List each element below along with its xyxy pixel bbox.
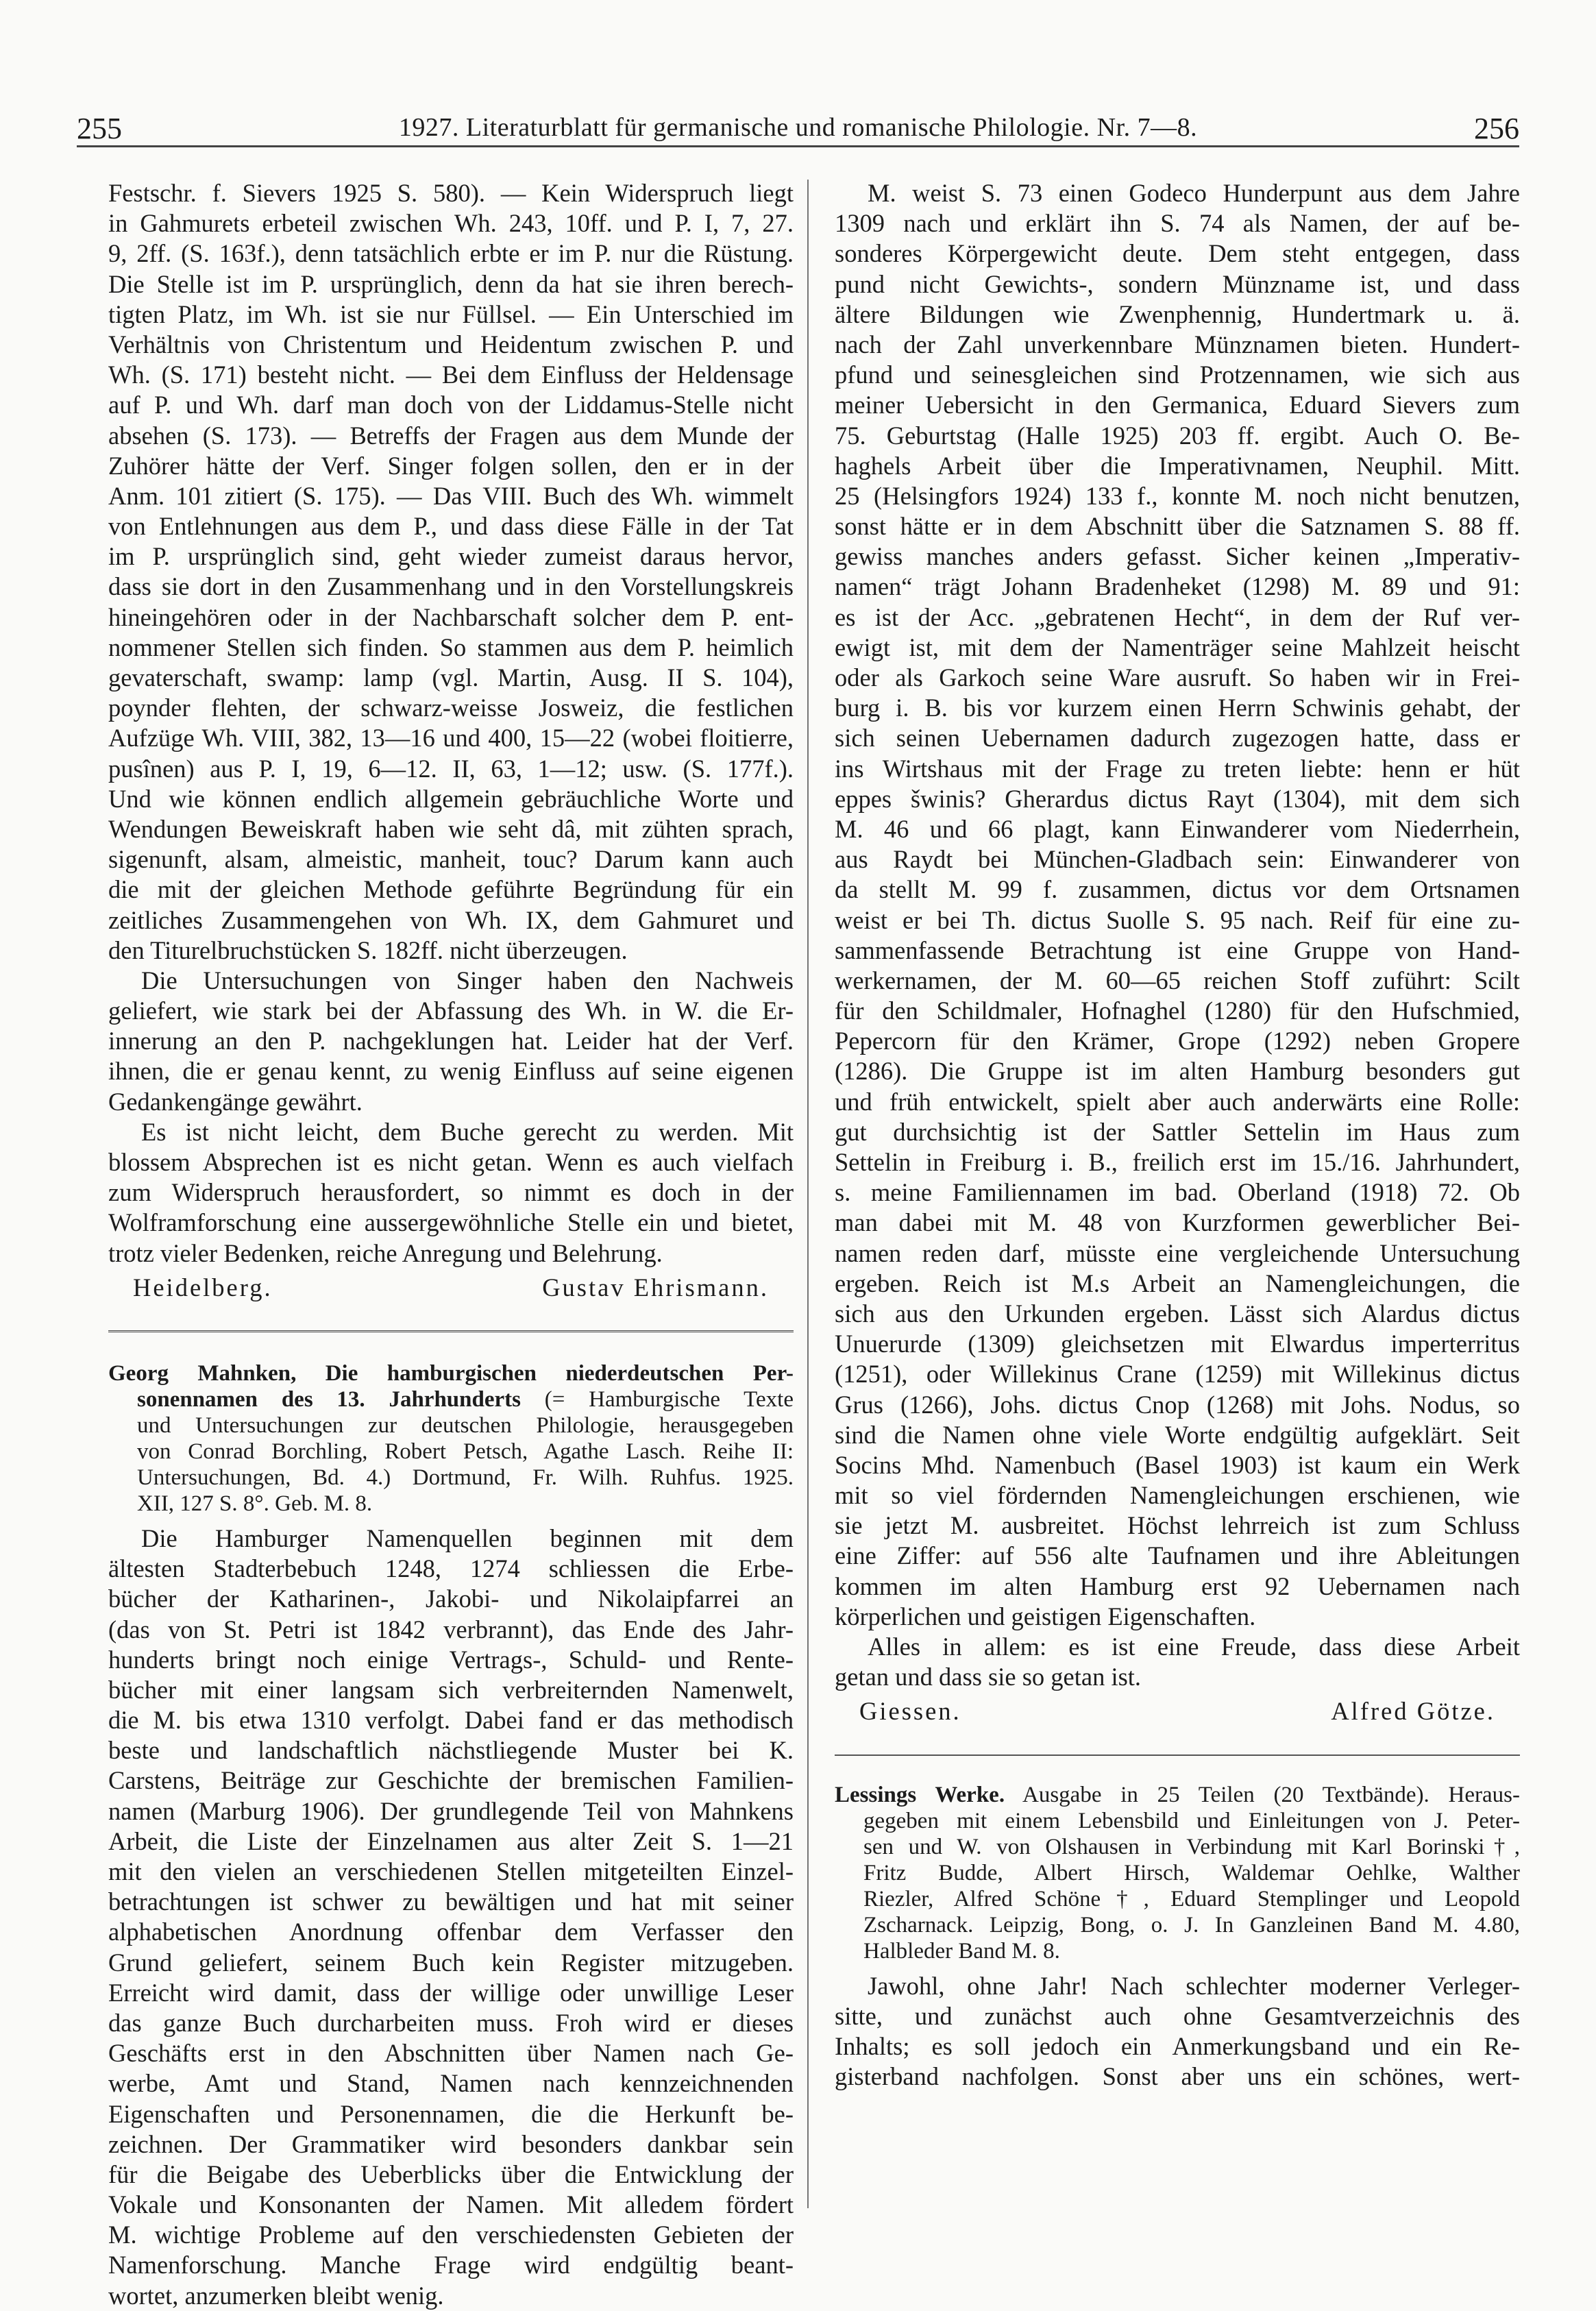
text-line: das ganze Buch durcharbeiten muss. Froh wird er dieses: [108, 2008, 794, 2037]
text-line: weist er bei Th. dictus Suolle S. 95 nach. Reif für eine zu-: [835, 905, 1520, 934]
text-line: oder als Garkoch seine Ware ausruft. So haben wir in Frei-: [835, 663, 1520, 692]
text-line: zum Widerspruch herausfordert, so nimmt es doch in der: [108, 1178, 794, 1207]
text-line: blossem Absprechen ist es nicht getan. Wenn es auch vielfach: [108, 1148, 794, 1176]
text-line: für den Schildmaler, Hofnaghel (1280) für den Hufschmied,: [835, 996, 1520, 1025]
text-line: Unuerurde (1309) gleichsetzen mit Elwardus imperterritus: [835, 1330, 1520, 1358]
text-line: gegeben mit einem Lebensbild und Einleitungen von J. Peter-: [863, 1808, 1520, 1833]
text-line: es ist der Acc. „gebratenen Hecht“, in dem der Ruf ver-: [835, 602, 1520, 631]
text-line: ins Wirtshaus mit der Frage zu treten liebte: henn er hüt: [835, 754, 1520, 783]
heading-bold-title: Georg Mahnken, Die hamburgischen niederdeutschen Per-: [108, 1360, 794, 1386]
text-line: bücher der Katharinen-, Jakobi- und Nikolaipfarrei an: [108, 1585, 794, 1613]
review-lessings-body: [835, 1971, 1520, 2092]
text-line: Vokale und Konsonanten der Namen. Mit alledem fördert: [108, 2190, 794, 2219]
text-line: Wh. (S. 171) besteht nicht. — Bei dem Einfluss der Heldensage: [108, 360, 794, 389]
text-line: eppes šwinis? Gherardus dictus Rayt (1304), mit dem sich: [835, 784, 1520, 813]
text-line: nach der Zahl unverkennbare Münznamen bieten. Hundert-: [835, 330, 1520, 358]
text-line: [108, 1360, 794, 1386]
journal-title: 1927. Literaturblatt für germanische und romanische Philologie. Nr. 7—8.: [398, 113, 1198, 142]
text-line: da stellt M. 99 f. zusammen, dictus vor dem Ortsnamen: [835, 875, 1520, 904]
text-line: ältere Bildungen wie Zwenphennig, Hundertmark u. ä.: [835, 299, 1520, 328]
text-line: Untersuchungen, Bd. 4.) Dortmund, Fr. Wilh. Ruhfus. 1925.: [137, 1465, 794, 1490]
running-header: [0, 103, 1596, 151]
text-line: s. meine Familiennamen im bad. Oberland (1918) 72. Ob: [835, 1178, 1520, 1207]
text-line: zeichnen. Der Grammatiker wird besonders dankbar sein: [108, 2129, 794, 2158]
spacer: [835, 1964, 1520, 1971]
text-line: ihnen, die er genau kennt, zu wenig Einfluss auf seine eigenen: [108, 1057, 794, 1086]
text-line: Verhältnis von Christentum und Heidentum zwischen P. und: [108, 330, 794, 358]
review-ehrismann-body: [108, 178, 794, 1269]
text-line: in Gahmurets erbeteil zwischen Wh. 243, 10ff. und P. I, 7, 27.: [108, 209, 794, 238]
signature-line: [835, 1696, 1520, 1726]
text-line: hunderts bringt noch einige Vertrags-, Schuld- und Rente-: [108, 1645, 794, 1674]
text-line: Zscharnack. Leipzig, Bong, o. J. In Ganzleinen Band M. 4.80,: [863, 1912, 1520, 1937]
text-line: Wendungen Beweiskraft haben wie seht dâ, mit zühten sprach,: [108, 814, 794, 843]
text-line: (das von St. Petri ist 1842 verbrannt), das Ende des Jahr-: [108, 1615, 794, 1643]
text-line: absehen (S. 173). — Betreffs der Fragen aus dem Munde der: [108, 421, 794, 450]
text-line: werkernamen, der M. 60—65 reichen Stoff zuführt: Scilt: [835, 966, 1520, 994]
text-line: (1286). Die Gruppe ist im alten Hamburg besonders gut: [835, 1057, 1520, 1086]
review-mahnken-continued: [835, 178, 1520, 1692]
text-line: Lessings Werke. Ausgabe in 25 Teilen (20 Textbände). Heraus-: [835, 1782, 1520, 1807]
text-line: beste und landschaftlich nächstliegende Muster bei K.: [108, 1736, 794, 1765]
text-line: Die Untersuchungen von Singer haben den Nachweis: [141, 966, 794, 994]
text-line: aus Raydt bei München-Gladbach sein: Einwanderer von: [835, 845, 1520, 874]
text-line: Namenforschung. Manche Frage wird endgültig beant-: [108, 2251, 794, 2279]
text-line: ergeben. Reich ist M.s Arbeit an Namengleichungen, die: [835, 1269, 1520, 1297]
text-line: Aufzüge Wh. VIII, 382, 13—16 und 400, 15—22 (wobei floitierre,: [108, 724, 794, 753]
text-line: Anm. 101 zitiert (S. 175). — Das VIII. Buch des Wh. wimmelt: [108, 481, 794, 510]
text-line: pusînen) aus P. I, 19, 6—12. II, 63, 1—12; usw. (S. 177f.).: [108, 754, 794, 783]
text-line: im P. ursprünglich sind, geht wieder zumeist daraus hervor,: [108, 542, 794, 571]
page-number-right: 256: [1474, 112, 1519, 145]
text-line: Jawohl, ohne Jahr! Nach schlechter moderner Verleger-: [868, 1971, 1520, 2000]
text-line: Settelin in Freiburg i. B., freilich erst im 15./16. Jahrhundert,: [835, 1148, 1520, 1176]
text-line: namen (Marburg 1906). Der grundlegende Teil von Mahnkens: [108, 1796, 794, 1825]
text-line: von Entlehnungen aus dem P., und dass diese Fälle in der Tat: [108, 512, 794, 541]
text-line: meiner Uebersicht in den Germanica, Eduard Sievers zum: [835, 391, 1520, 419]
text-line: tigten Platz, im Wh. ist sie nur Füllsel. — Ein Unterschied im: [108, 299, 794, 328]
left-column: [108, 178, 794, 2311]
text-line: körperlichen und geistigen Eigenschaften.: [835, 1602, 1256, 1630]
text-line: kommen im alten Hamburg erst 92 Uebernamen nach: [835, 1572, 1520, 1600]
signature-place: Heidelberg.: [133, 1273, 273, 1301]
text-line: die M. bis etwa 1310 verfolgt. Dabei fand er das methodisch: [108, 1706, 794, 1735]
text-line: Die Stelle ist im P. ursprünglich, denn da hat sie ihren berech-: [108, 269, 794, 298]
review-mahnken-heading: [108, 1360, 794, 1517]
text-line: Gedankengänge gewährt.: [108, 1087, 363, 1116]
text-line: mit so viel fördernden Namengleichungen erschienen, wie: [835, 1481, 1520, 1510]
heading-bold-title: sonennamen des 13. Jahrhunderts: [137, 1386, 521, 1412]
text-line: haghels Arbeit über die Imperativnamen, Neuphil. Mitt.: [835, 451, 1520, 480]
text-line: Zuhörer hätte der Verf. Singer folgen sollen, den er in der: [108, 451, 794, 480]
text-line: innerung an den P. nachgeklungen hat. Leider hat der Verf.: [108, 1027, 794, 1055]
text-line: sammenfassende Betrachtung ist eine Gruppe von Hand-: [835, 936, 1520, 964]
text-line: nommener Stellen sich finden. So stammen aus dem P. heimlich: [108, 633, 794, 661]
review-mahnken-body: [108, 1524, 794, 2311]
text-line: sich seinen Uebernamen dadurch zugezogen hatte, dass er: [835, 724, 1520, 753]
text-line: gewiss manches anders gefasst. Sicher keinen „Imperativ-: [835, 542, 1520, 571]
text-line: Und wie können endlich allgemein gebräuchliche Worte und: [108, 784, 794, 813]
text-line: pfund und seinesgleichen sind Protzennamen, wie sich aus: [835, 360, 1520, 389]
text-line: sen und W. von Olshausen in Verbindung mit Karl Borinski†,: [863, 1834, 1520, 1859]
text-line: Inhalts; es soll jedoch ein Anmerkungsband und ein Re-: [835, 2031, 1520, 2060]
text-line: Grund geliefert, seinem Buch kein Register mitzugeben.: [108, 1948, 794, 1977]
text-line: zeitliches Zusammengehen von Wh. IX, dem Gahmuret und: [108, 905, 794, 934]
text-line: sonderes Körpergewicht deute. Dem steht entgegen, dass: [835, 239, 1520, 268]
page-number-left: 255: [77, 112, 122, 145]
text-line: ältesten Stadterbebuch 1248, 1274 schliessen die Erbe-: [108, 1554, 794, 1583]
spacer: [108, 1517, 794, 1524]
text-line: 1309 nach und erklärt ihn S. 74 als Namen, der auf be-: [835, 209, 1520, 238]
text-line: und Untersuchungen zur deutschen Philologie, herausgegeben: [137, 1413, 794, 1438]
review-lessings-heading: [835, 1782, 1520, 1964]
text-line: sind die Namen ohne viele Worte endgültig aufgeklärt. Seit: [835, 1420, 1520, 1449]
text-line: sie jetzt M. ausbreitet. Höchst lehrreich ist zum Schluss: [835, 1511, 1520, 1540]
section-rule: [108, 1330, 794, 1334]
text-line: pund nicht Gewichts-, sondern Münzname ist, und dass: [835, 269, 1520, 298]
signature-place: Giessen.: [859, 1697, 961, 1726]
text-line: Es ist nicht leicht, dem Buche gerecht zu werden. Mit: [141, 1117, 794, 1146]
text-line: sitte, und zunächst auch ohne Gesamtverzeichnis des: [835, 2001, 1520, 2030]
text-line: (1251), oder Willekinus Crane (1259) mit Willekinus dictus: [835, 1360, 1520, 1389]
text-line: Socins Mhd. Namenbuch (Basel 1903) ist kaum ein Werk: [835, 1450, 1520, 1479]
text-line: den Titurelbruchstücken S. 182ff. nicht überzeugen.: [108, 936, 628, 964]
text-line: eine Ziffer: auf 556 alte Taufnamen und ihre Ableitungen: [835, 1541, 1520, 1570]
text-line: dass sie dort in den Zusammenhang und in den Vorstellungskreis: [108, 572, 794, 601]
signature-author: Gustav Ehrismann.: [542, 1273, 769, 1301]
text-line: sonennamen des 13. Jahrhunderts (= Hamburgische Texte: [137, 1386, 794, 1412]
text-line: werbe, Amt und Stand, Namen nach kennzeichnenden: [108, 2069, 794, 2098]
text-line: namen“ trägt Johann Bradenheket (1298) M. 89 und 91:: [835, 572, 1520, 601]
text-line: alphabetischen Anordnung offenbar dem Verfasser den: [108, 1918, 794, 1946]
text-line: burg i. B. bis vor kurzem einen Herrn Schwinis gehabt, der: [835, 694, 1520, 722]
text-line: für die Beigabe des Ueberblicks über die Entwicklung der: [108, 2160, 794, 2188]
text-line: XII, 127 S. 8°. Geb. M. 8.: [137, 1491, 373, 1516]
text-line: gevaterschaft, swamp: lamp (vgl. Martin, Ausg. II S. 104),: [108, 663, 794, 692]
right-column: [835, 178, 1520, 2092]
signature-author: Alfred Götze.: [1331, 1697, 1495, 1726]
signature-line: [108, 1273, 794, 1303]
text-line: 9, 2ff. (S. 163f.), denn tatsächlich erbte er im P. nur die Rüstung.: [108, 239, 794, 268]
section-rule: [835, 1754, 1520, 1756]
text-line: poynder flehten, der schwarz-weisse Josweiz, die festlichen: [108, 694, 794, 722]
text-line: hineingehören oder in der Nachbarschaft solcher dem P. ent-: [108, 602, 794, 631]
text-line: namen reden darf, müsste eine vergleichende Untersuchung: [835, 1238, 1520, 1267]
text-line: Riezler, Alfred Schöne†, Eduard Stemplinger und Leopold: [863, 1886, 1520, 1911]
text-line: gisterband nachfolgen. Sonst aber uns ein schönes, wert-: [835, 2062, 1520, 2091]
text-line: Wolframforschung eine aussergewöhnliche Stelle ein und bietet,: [108, 1208, 794, 1237]
text-line: trotz vieler Bedenken, reiche Anregung und Belehrung.: [108, 1238, 663, 1267]
text-line: bücher mit einer langsam sich verbreiternden Namenwelt,: [108, 1675, 794, 1704]
text-line: ewigt ist, mit dem der Namenträger seine Mahlzeit heischt: [835, 633, 1520, 661]
text-line: auf P. und Wh. darf man doch von der Liddamus-Stelle nicht: [108, 391, 794, 419]
text-line: sich aus den Urkunden ergeben. Lässt sich Alardus dictus: [835, 1299, 1520, 1328]
text-line: von Conrad Borchling, Robert Petsch, Agathe Lasch. Reihe II:: [137, 1439, 794, 1464]
heading-bold-title: Lessings Werke.: [835, 1782, 1005, 1807]
text-line: und früh entwickelt, spielt aber auch anderwärts eine Rolle:: [835, 1087, 1520, 1116]
text-line: man dabei mit M. 48 von Kurzformen gewerblicher Bei-: [835, 1208, 1520, 1237]
text-line: sonst hätte er in dem Abschnitt über die Satznamen S. 88 ff.: [835, 512, 1520, 541]
text-line: mit den vielen an verschiedenen Stellen mitgeteilten Einzel-: [108, 1857, 794, 1885]
text-line: Alles in allem: es ist eine Freude, dass diese Arbeit: [868, 1633, 1520, 1661]
text-line: gut durchsichtig ist der Sattler Settelin im Haus zum: [835, 1117, 1520, 1146]
text-line: geliefert, wie stark bei der Abfassung des Wh. in W. die Er-: [108, 996, 794, 1025]
text-line: Arbeit, die Liste der Einzelnamen aus alter Zeit S. 1—21: [108, 1826, 794, 1855]
text-line: Erreicht wird damit, dass der willige oder unwillige Leser: [108, 1978, 794, 2007]
text-line: Geschäfts erst in den Abschnitten über Namen nach Ge-: [108, 2039, 794, 2068]
text-line: Halbleder Band M. 8.: [863, 1938, 1060, 1964]
text-line: wortet, anzumerken bleibt wenig.: [108, 2281, 444, 2310]
column-divider: [807, 180, 809, 2208]
text-line: Grus (1266), Johs. dictus Cnop (1268) mit Johs. Nodus, so: [835, 1390, 1520, 1419]
header-rule: [77, 145, 1519, 147]
text-line: M. weist S. 73 einen Godeco Hunderpunt aus dem Jahre: [868, 179, 1520, 207]
text-line: sigenunft, alsam, almeistic, manheit, touc? Darum kann auch: [108, 845, 794, 874]
text-line: Die Hamburger Namenquellen beginnen mit dem: [141, 1524, 794, 1552]
text-line: getan und dass sie so getan ist.: [835, 1663, 1142, 1691]
text-line: Fritz Budde, Albert Hirsch, Waldemar Oehlke, Walther: [863, 1860, 1520, 1885]
text-line: M. 46 und 66 plagt, kann Einwanderer vom Niederrhein,: [835, 814, 1520, 843]
text-line: 25 (Helsingfors 1924) 133 f., konnte M. noch nicht benutzen,: [835, 481, 1520, 510]
text-line: 75. Geburtstag (Halle 1925) 203 ff. ergibt. Auch O. Be-: [835, 421, 1520, 450]
text-line: M. wichtige Probleme auf den verschiedensten Gebieten der: [108, 2221, 794, 2249]
text-line: Pepercorn für den Krämer, Grope (1292) neben Gropere: [835, 1027, 1520, 1055]
text-line: die mit der gleichen Methode geführte Begründung für ein: [108, 875, 794, 904]
text-line: Carstens, Beiträge zur Geschichte der bremischen Familien-: [108, 1766, 794, 1795]
text-line: Eigenschaften und Personennamen, die die Herkunft be-: [108, 2099, 794, 2128]
text-line: Festschr. f. Sievers 1925 S. 580). — Kein Widerspruch liegt: [108, 179, 794, 207]
text-line: betrachtungen ist schwer zu bewältigen und hat mit seiner: [108, 1887, 794, 1916]
